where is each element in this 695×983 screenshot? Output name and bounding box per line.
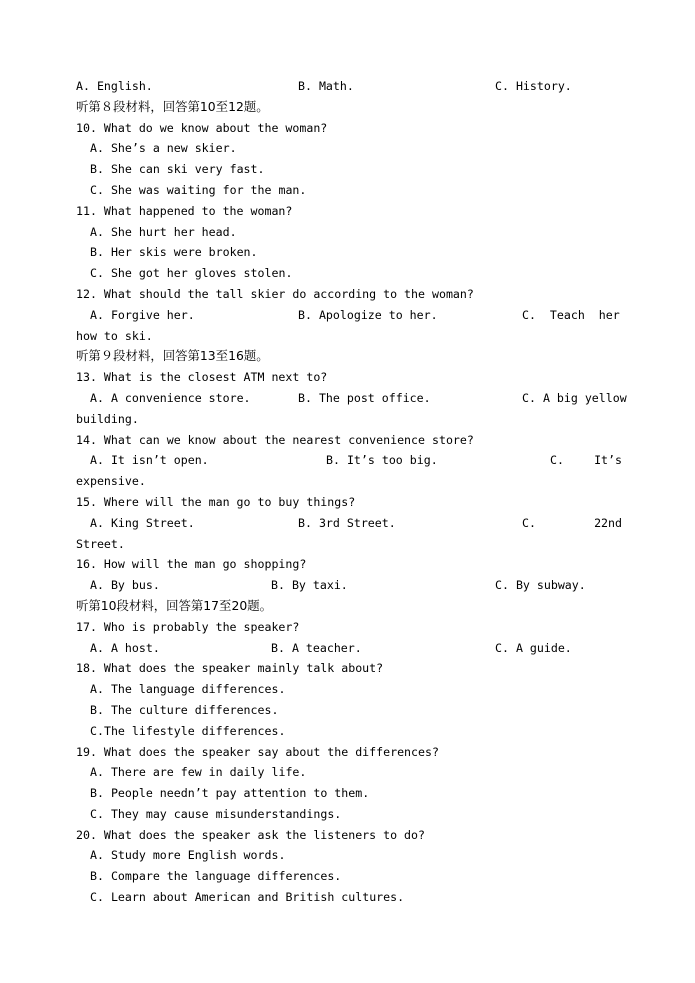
option-c: C. She was waiting for the man. [90,182,307,197]
option-a: A. Forgive her. [90,307,195,322]
option-a: A. English. [76,79,153,93]
option-a: A. Study more English words. [90,848,286,863]
option-b: B. 3rd Street. [298,515,396,530]
question-stem: 13. What is the closest ATM next to? [76,370,328,385]
option-a: A. King Street. [90,515,195,530]
section-heading-10: 听第10段材料，回答第17至20题。 [76,597,272,613]
question-stem: 19. What does the speaker say about the differences? [76,744,439,759]
option-a: A. She hurt her head. [90,224,237,239]
option-c: C. Teach her [522,307,620,322]
option-a: A. The language differences. [90,682,286,697]
option-c: C.The lifestyle differences. [90,723,286,738]
option-b: B. A teacher. [271,640,362,655]
option-b: B. Her skis were broken. [90,245,258,260]
question-stem: 18. What does the speaker mainly talk about? [76,661,384,676]
section-heading-9: 听第９段材料，回答第13至16题。 [76,348,269,364]
question-stem: 16. How will the man go shopping? [76,557,307,572]
option-c: C. They may cause misunderstandings. [90,806,342,821]
q9-options-row [76,76,622,97]
options-row [76,450,622,471]
exam-page [76,76,627,908]
option-a: A. A host. [90,640,160,655]
option-c-continued: how to ski. [76,328,153,343]
option-b: B. It’s too big. [326,453,438,468]
question-stem: 15. Where will the man go to buy things? [76,494,356,509]
options-row [76,388,627,409]
option-c-label: C. [522,515,536,530]
option-b: B. The post office. [298,390,431,405]
option-c: C. History. [495,79,572,93]
option-b: B. By taxi. [271,578,348,593]
option-b: B. People needn’t pay attention to them. [90,786,370,801]
option-c-continued: expensive. [76,474,146,489]
options-row [76,575,622,596]
option-c-continued: Street. [76,536,125,551]
option-c: C. A big yellow [522,390,627,405]
question-stem: 11. What happened to the woman? [76,203,293,218]
option-b: B. Compare the language differences. [90,869,342,884]
option-b: B. She can ski very fast. [90,162,265,177]
option-a: A. A convenience store. [90,390,251,405]
option-b: B. Math. [298,79,354,93]
question-stem: 10. What do we know about the woman? [76,120,328,135]
question-stem: 12. What should the tall skier do according to the woman? [76,286,474,301]
option-c: C. Learn about American and British cultures. [90,890,405,905]
options-row [76,638,622,659]
option-c: C. A guide. [495,640,572,655]
question-stem: 20. What does the speaker ask the listeners to do? [76,827,426,842]
option-a: A. She’s a new skier. [90,141,237,156]
option-c-text: 22nd [594,515,622,530]
option-c-label: C. [550,453,564,468]
option-c-text: It’s [594,453,622,468]
option-c: C. By subway. [495,578,586,593]
options-row [76,305,622,326]
question-stem: 14. What can we know about the nearest convenience store? [76,432,474,447]
question-stem: 17. Who is probably the speaker? [76,619,300,634]
option-a: A. It isn’t open. [90,453,209,468]
option-a: A. By bus. [90,578,160,593]
option-b: B. The culture differences. [90,702,279,717]
option-c: C. She got her gloves stolen. [90,266,293,281]
option-a: A. There are few in daily life. [90,765,307,780]
options-row [76,513,622,534]
section-heading-8: 听第８段材料，回答第10至12题。 [76,98,269,114]
option-c-continued: building. [76,411,139,426]
option-b: B. Apologize to her. [298,307,438,322]
